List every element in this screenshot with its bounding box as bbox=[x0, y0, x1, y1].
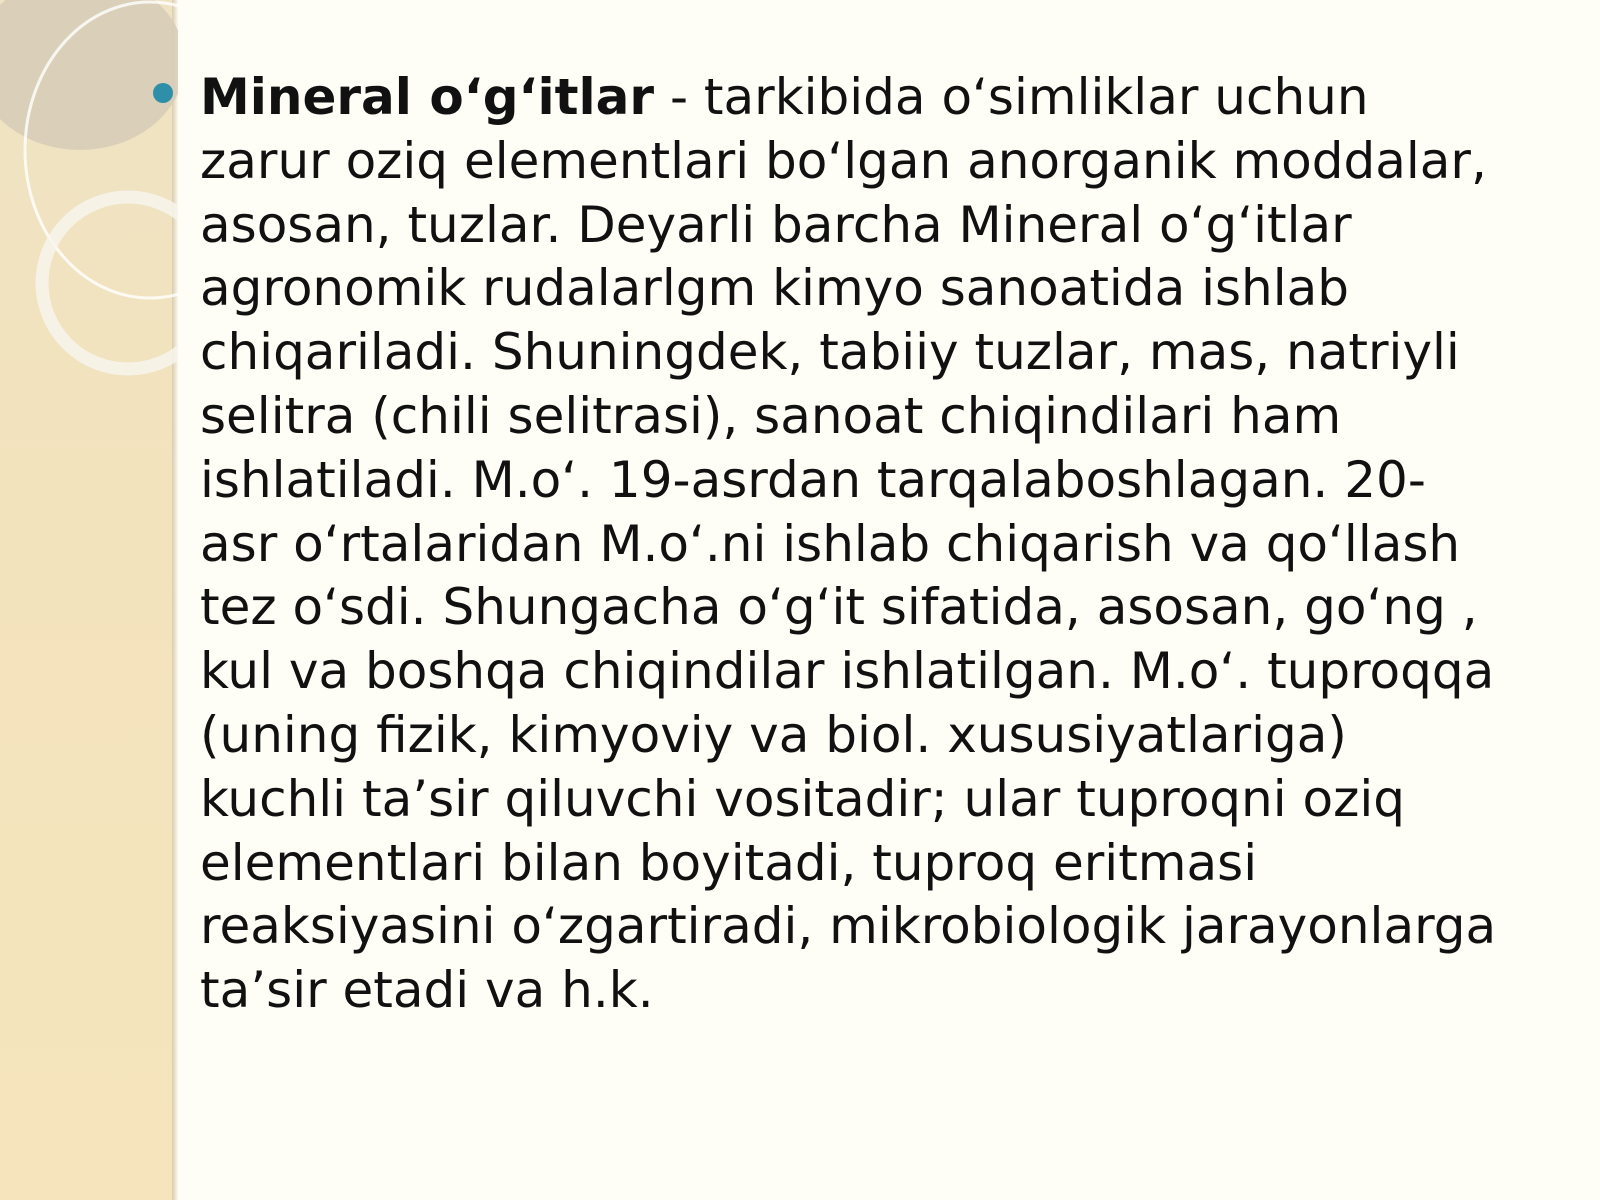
bullet-lead-term: Mineral o‘g‘itlar bbox=[200, 68, 655, 126]
deco-ring-thick bbox=[42, 197, 178, 369]
decorative-circles bbox=[0, 0, 178, 420]
bullet-body-text: - tarkibida o‘simliklar uchun zarur oziq elementlari bo‘lgan anorganik moddalar, asosan, tuzlar. Deyarli barcha Mineral o‘g‘itlar agronomik rudalarlgm kimyo sanoatida ishlab chiqariladi. Shuningdek, tabiiy tuzlar, mas, natriyli selitra (chili selitrasi), sanoat chiqindilari ham ishlatiladi. M.o‘. 19-asrdan tarqalaboshlagan. 20-asr o‘rtalaridan M.o‘.ni ishlab chiqarish va qo‘llash tez o‘sdi. Shungacha o‘g‘it sifatida, asosan, go‘ng , kul va boshqa chiqindilar ishlatilgan. M.o‘. tuproqqa (uning fizik, kimyoviy va biol. xususiyatlariga) kuchli ta’sir qiluvchi vositadir; ular tuproqni oziq elementlari bilan boyitadi, tuproq eritmasi reaksiyasini o‘zgartiradi, mikrobiologik jarayonlarga ta’sir etadi va h.k. bbox=[200, 68, 1497, 1020]
bullet-paragraph bbox=[200, 66, 1500, 1023]
bullet-icon bbox=[153, 83, 173, 103]
slide-content bbox=[200, 66, 1500, 1023]
